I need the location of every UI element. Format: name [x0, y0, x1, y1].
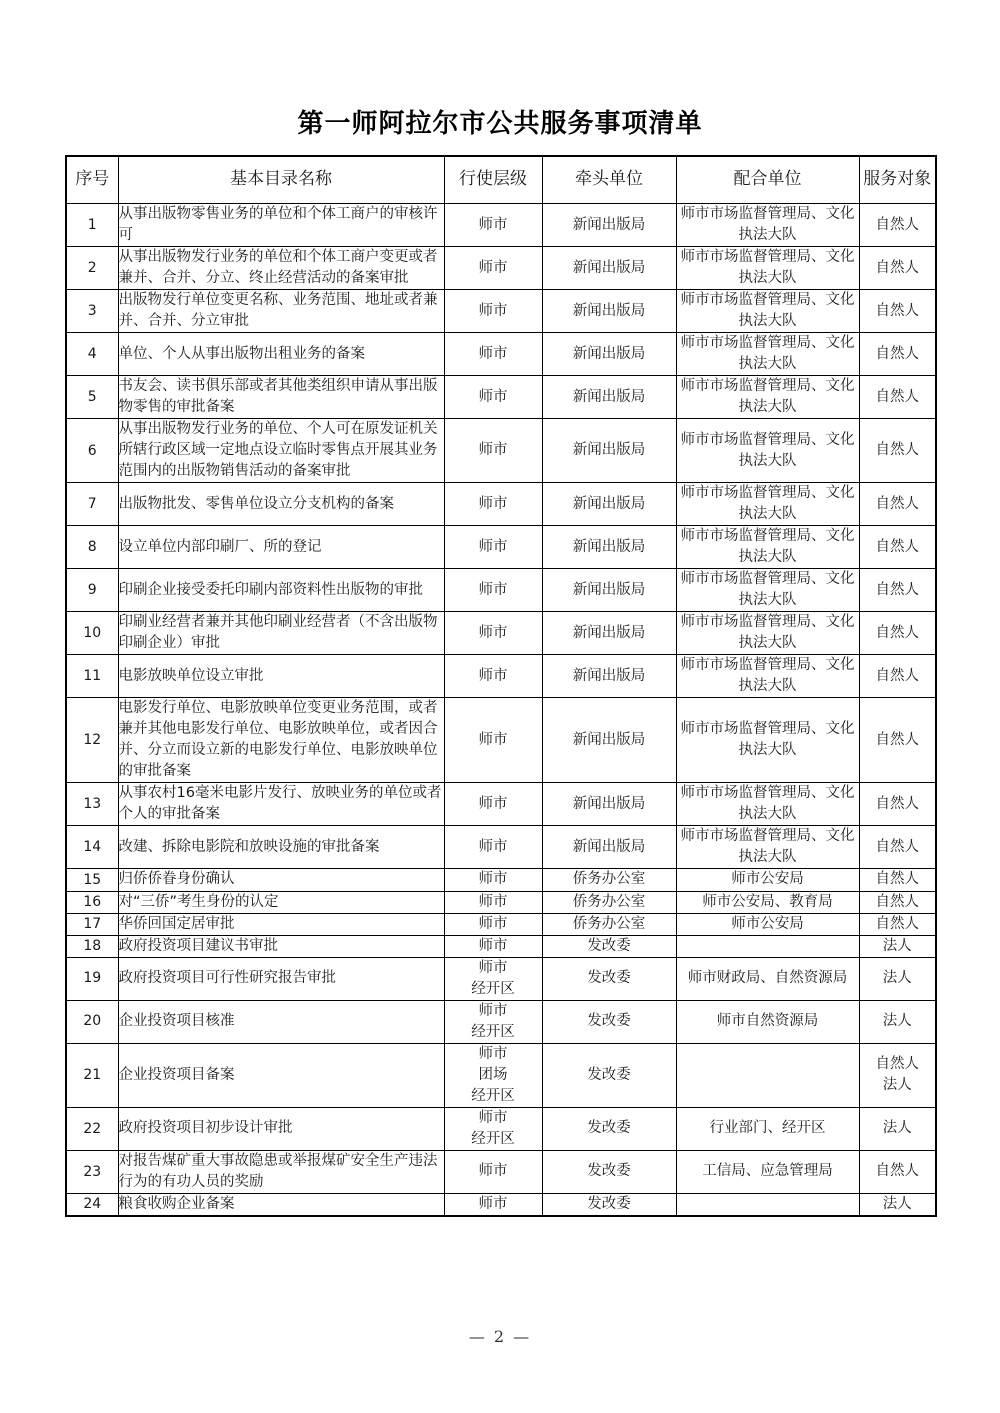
cell-level: 师市	[444, 526, 542, 569]
table-body	[66, 204, 936, 1216]
cell-index: 16	[66, 891, 118, 913]
cell-service-object: 法人	[859, 1193, 936, 1216]
cell-coop-unit: 师市市场监督管理局、文化执法大队	[676, 247, 859, 290]
cell-service-object: 自然人	[859, 483, 936, 526]
table-row	[66, 783, 936, 826]
table-row	[66, 569, 936, 612]
cell-level: 师市 经开区	[444, 1107, 542, 1150]
cell-lead-unit: 新闻出版局	[542, 612, 676, 655]
cell-lead-unit: 发改委	[542, 935, 676, 957]
cell-name: 改建、拆除电影院和放映设施的审批备案	[118, 826, 444, 869]
cell-coop-unit: 师市市场监督管理局、文化执法大队	[676, 419, 859, 483]
cell-index: 19	[66, 957, 118, 1000]
table-row	[66, 247, 936, 290]
cell-name: 出版物批发、零售单位设立分支机构的备案	[118, 483, 444, 526]
cell-lead-unit: 新闻出版局	[542, 569, 676, 612]
cell-lead-unit: 发改委	[542, 1150, 676, 1193]
cell-lead-unit: 新闻出版局	[542, 290, 676, 333]
cell-coop-unit: 师市公安局	[676, 913, 859, 935]
cell-lead-unit: 侨务办公室	[542, 891, 676, 913]
cell-service-object: 法人	[859, 957, 936, 1000]
cell-level: 师市	[444, 1193, 542, 1216]
cell-index: 20	[66, 1000, 118, 1043]
cell-coop-unit	[676, 935, 859, 957]
cell-service-object: 自然人	[859, 826, 936, 869]
cell-name: 政府投资项目建议书审批	[118, 935, 444, 957]
cell-level: 师市	[444, 333, 542, 376]
cell-lead-unit: 发改委	[542, 1107, 676, 1150]
cell-level: 师市	[444, 783, 542, 826]
cell-level: 师市	[444, 483, 542, 526]
cell-level: 师市	[444, 1150, 542, 1193]
cell-coop-unit: 师市市场监督管理局、文化执法大队	[676, 204, 859, 247]
cell-service-object: 自然人 法人	[859, 1043, 936, 1107]
cell-service-object: 自然人	[859, 891, 936, 913]
cell-lead-unit: 新闻出版局	[542, 204, 676, 247]
cell-level: 师市	[444, 698, 542, 783]
cell-lead-unit: 新闻出版局	[542, 698, 676, 783]
cell-index: 22	[66, 1107, 118, 1150]
table-row	[66, 1150, 936, 1193]
cell-service-object: 自然人	[859, 290, 936, 333]
cell-level: 师市	[444, 935, 542, 957]
table-row	[66, 698, 936, 783]
column-header-level: 行使层级	[444, 156, 542, 204]
cell-name: 从事出版物发行业务的单位和个体工商户变更或者兼并、合并、分立、终止经营活动的备案审批	[118, 247, 444, 290]
cell-index: 2	[66, 247, 118, 290]
cell-level: 师市 经开区	[444, 1000, 542, 1043]
cell-index: 11	[66, 655, 118, 698]
cell-index: 14	[66, 826, 118, 869]
cell-level: 师市	[444, 869, 542, 891]
cell-lead-unit: 新闻出版局	[542, 655, 676, 698]
cell-name: 粮食收购企业备案	[118, 1193, 444, 1216]
cell-lead-unit: 新闻出版局	[542, 333, 676, 376]
cell-service-object: 自然人	[859, 869, 936, 891]
cell-lead-unit: 发改委	[542, 1193, 676, 1216]
cell-name: 书友会、读书俱乐部或者其他类组织申请从事出版物零售的审批备案	[118, 376, 444, 419]
cell-coop-unit: 工信局、应急管理局	[676, 1150, 859, 1193]
cell-coop-unit: 师市市场监督管理局、文化执法大队	[676, 783, 859, 826]
cell-level: 师市	[444, 419, 542, 483]
cell-index: 9	[66, 569, 118, 612]
cell-service-object: 自然人	[859, 698, 936, 783]
table-row	[66, 612, 936, 655]
cell-index: 15	[66, 869, 118, 891]
cell-lead-unit: 发改委	[542, 1000, 676, 1043]
cell-level: 师市	[444, 290, 542, 333]
cell-name: 从事出版物零售业务的单位和个体工商户的审核许可	[118, 204, 444, 247]
column-header-lead-unit: 牵头单位	[542, 156, 676, 204]
table-row	[66, 891, 936, 913]
cell-coop-unit: 师市公安局	[676, 869, 859, 891]
cell-coop-unit: 师市市场监督管理局、文化执法大队	[676, 826, 859, 869]
cell-name: 设立单位内部印刷厂、所的登记	[118, 526, 444, 569]
cell-name: 企业投资项目备案	[118, 1043, 444, 1107]
cell-index: 12	[66, 698, 118, 783]
table-row	[66, 376, 936, 419]
cell-name: 政府投资项目初步设计审批	[118, 1107, 444, 1150]
cell-index: 18	[66, 935, 118, 957]
cell-level: 师市	[444, 655, 542, 698]
cell-service-object: 自然人	[859, 655, 936, 698]
cell-level: 师市	[444, 569, 542, 612]
cell-coop-unit: 师市市场监督管理局、文化执法大队	[676, 290, 859, 333]
cell-index: 5	[66, 376, 118, 419]
cell-coop-unit: 师市市场监督管理局、文化执法大队	[676, 333, 859, 376]
cell-lead-unit: 新闻出版局	[542, 483, 676, 526]
cell-index: 23	[66, 1150, 118, 1193]
cell-level: 师市	[444, 612, 542, 655]
cell-service-object: 自然人	[859, 247, 936, 290]
cell-level: 师市	[444, 204, 542, 247]
cell-service-object: 自然人	[859, 376, 936, 419]
cell-lead-unit: 新闻出版局	[542, 526, 676, 569]
cell-service-object: 自然人	[859, 204, 936, 247]
cell-coop-unit: 师市市场监督管理局、文化执法大队	[676, 612, 859, 655]
cell-index: 3	[66, 290, 118, 333]
cell-service-object: 自然人	[859, 612, 936, 655]
cell-coop-unit: 师市市场监督管理局、文化执法大队	[676, 526, 859, 569]
cell-name: 印刷业经营者兼并其他印刷业经营者（不含出版物印刷企业）审批	[118, 612, 444, 655]
cell-service-object: 自然人	[859, 783, 936, 826]
cell-coop-unit: 师市自然资源局	[676, 1000, 859, 1043]
cell-lead-unit: 新闻出版局	[542, 419, 676, 483]
cell-coop-unit: 师市财政局、自然资源局	[676, 957, 859, 1000]
table-header-row	[66, 156, 936, 204]
cell-service-object: 法人	[859, 935, 936, 957]
cell-name: 归侨侨眷身份确认	[118, 869, 444, 891]
cell-lead-unit: 侨务办公室	[542, 869, 676, 891]
cell-coop-unit: 师市市场监督管理局、文化执法大队	[676, 569, 859, 612]
table-row	[66, 1193, 936, 1216]
public-service-items-table	[65, 155, 937, 1217]
column-header-service-object: 服务对象	[859, 156, 936, 204]
table-row	[66, 204, 936, 247]
table-header	[66, 156, 936, 204]
cell-name: 电影放映单位设立审批	[118, 655, 444, 698]
cell-coop-unit: 师市市场监督管理局、文化执法大队	[676, 655, 859, 698]
cell-index: 8	[66, 526, 118, 569]
cell-level: 师市	[444, 913, 542, 935]
table-row	[66, 483, 936, 526]
cell-level: 师市	[444, 826, 542, 869]
column-header-index: 序号	[66, 156, 118, 204]
page-number-footer: — 2 —	[468, 1327, 532, 1346]
table-row	[66, 290, 936, 333]
cell-index: 4	[66, 333, 118, 376]
cell-coop-unit: 师市市场监督管理局、文化执法大队	[676, 483, 859, 526]
cell-index: 21	[66, 1043, 118, 1107]
cell-level: 师市	[444, 376, 542, 419]
cell-service-object: 法人	[859, 1000, 936, 1043]
table-row	[66, 655, 936, 698]
cell-coop-unit: 师市市场监督管理局、文化执法大队	[676, 698, 859, 783]
cell-name: 企业投资项目核准	[118, 1000, 444, 1043]
cell-service-object: 自然人	[859, 1150, 936, 1193]
cell-index: 17	[66, 913, 118, 935]
cell-index: 13	[66, 783, 118, 826]
table-row	[66, 333, 936, 376]
cell-service-object: 自然人	[859, 569, 936, 612]
cell-service-object: 自然人	[859, 526, 936, 569]
table-row	[66, 1043, 936, 1107]
page-title: 第一师阿拉尔市公共服务事项清单	[297, 109, 703, 139]
cell-coop-unit: 师市公安局、教育局	[676, 891, 859, 913]
cell-service-object: 自然人	[859, 419, 936, 483]
table-row	[66, 935, 936, 957]
cell-lead-unit: 发改委	[542, 1043, 676, 1107]
cell-level: 师市 经开区	[444, 957, 542, 1000]
cell-coop-unit: 行业部门、经开区	[676, 1107, 859, 1150]
cell-index: 6	[66, 419, 118, 483]
table-row	[66, 957, 936, 1000]
table-row	[66, 1107, 936, 1150]
cell-service-object: 自然人	[859, 333, 936, 376]
cell-lead-unit: 新闻出版局	[542, 247, 676, 290]
table-row	[66, 913, 936, 935]
cell-coop-unit	[676, 1193, 859, 1216]
cell-lead-unit: 新闻出版局	[542, 826, 676, 869]
cell-lead-unit: 发改委	[542, 957, 676, 1000]
cell-name: 电影发行单位、电影放映单位变更业务范围，或者兼并其他电影发行单位、电影放映单位，或者因合并、分立而设立新的电影发行单位、电影放映单位的审批备案	[118, 698, 444, 783]
cell-name: 从事出版物发行业务的单位、个人可在原发证机关所辖行政区域一定地点设立临时零售点开展其业务范围内的出版物销售活动的备案审批	[118, 419, 444, 483]
table-row	[66, 1000, 936, 1043]
cell-service-object: 自然人	[859, 913, 936, 935]
cell-coop-unit: 师市市场监督管理局、文化执法大队	[676, 376, 859, 419]
cell-name: 单位、个人从事出版物出租业务的备案	[118, 333, 444, 376]
table-row	[66, 526, 936, 569]
cell-level: 师市 团场 经开区	[444, 1043, 542, 1107]
cell-name: 对报告煤矿重大事故隐患或举报煤矿安全生产违法行为的有功人员的奖励	[118, 1150, 444, 1193]
cell-name: 从事农村16毫米电影片发行、放映业务的单位或者个人的审批备案	[118, 783, 444, 826]
cell-lead-unit: 侨务办公室	[542, 913, 676, 935]
cell-lead-unit: 新闻出版局	[542, 376, 676, 419]
cell-service-object: 法人	[859, 1107, 936, 1150]
table-row	[66, 826, 936, 869]
column-header-name: 基本目录名称	[118, 156, 444, 204]
cell-name: 政府投资项目可行性研究报告审批	[118, 957, 444, 1000]
cell-index: 7	[66, 483, 118, 526]
cell-name: 对“三侨”考生身份的认定	[118, 891, 444, 913]
column-header-coop-unit: 配合单位	[676, 156, 859, 204]
cell-index: 10	[66, 612, 118, 655]
table-row	[66, 869, 936, 891]
table-row	[66, 419, 936, 483]
cell-name: 出版物发行单位变更名称、业务范围、地址或者兼并、合并、分立审批	[118, 290, 444, 333]
cell-lead-unit: 新闻出版局	[542, 783, 676, 826]
cell-name: 华侨回国定居审批	[118, 913, 444, 935]
cell-index: 1	[66, 204, 118, 247]
cell-name: 印刷企业接受委托印刷内部资料性出版物的审批	[118, 569, 444, 612]
cell-index: 24	[66, 1193, 118, 1216]
cell-level: 师市	[444, 891, 542, 913]
cell-coop-unit	[676, 1043, 859, 1107]
cell-level: 师市	[444, 247, 542, 290]
